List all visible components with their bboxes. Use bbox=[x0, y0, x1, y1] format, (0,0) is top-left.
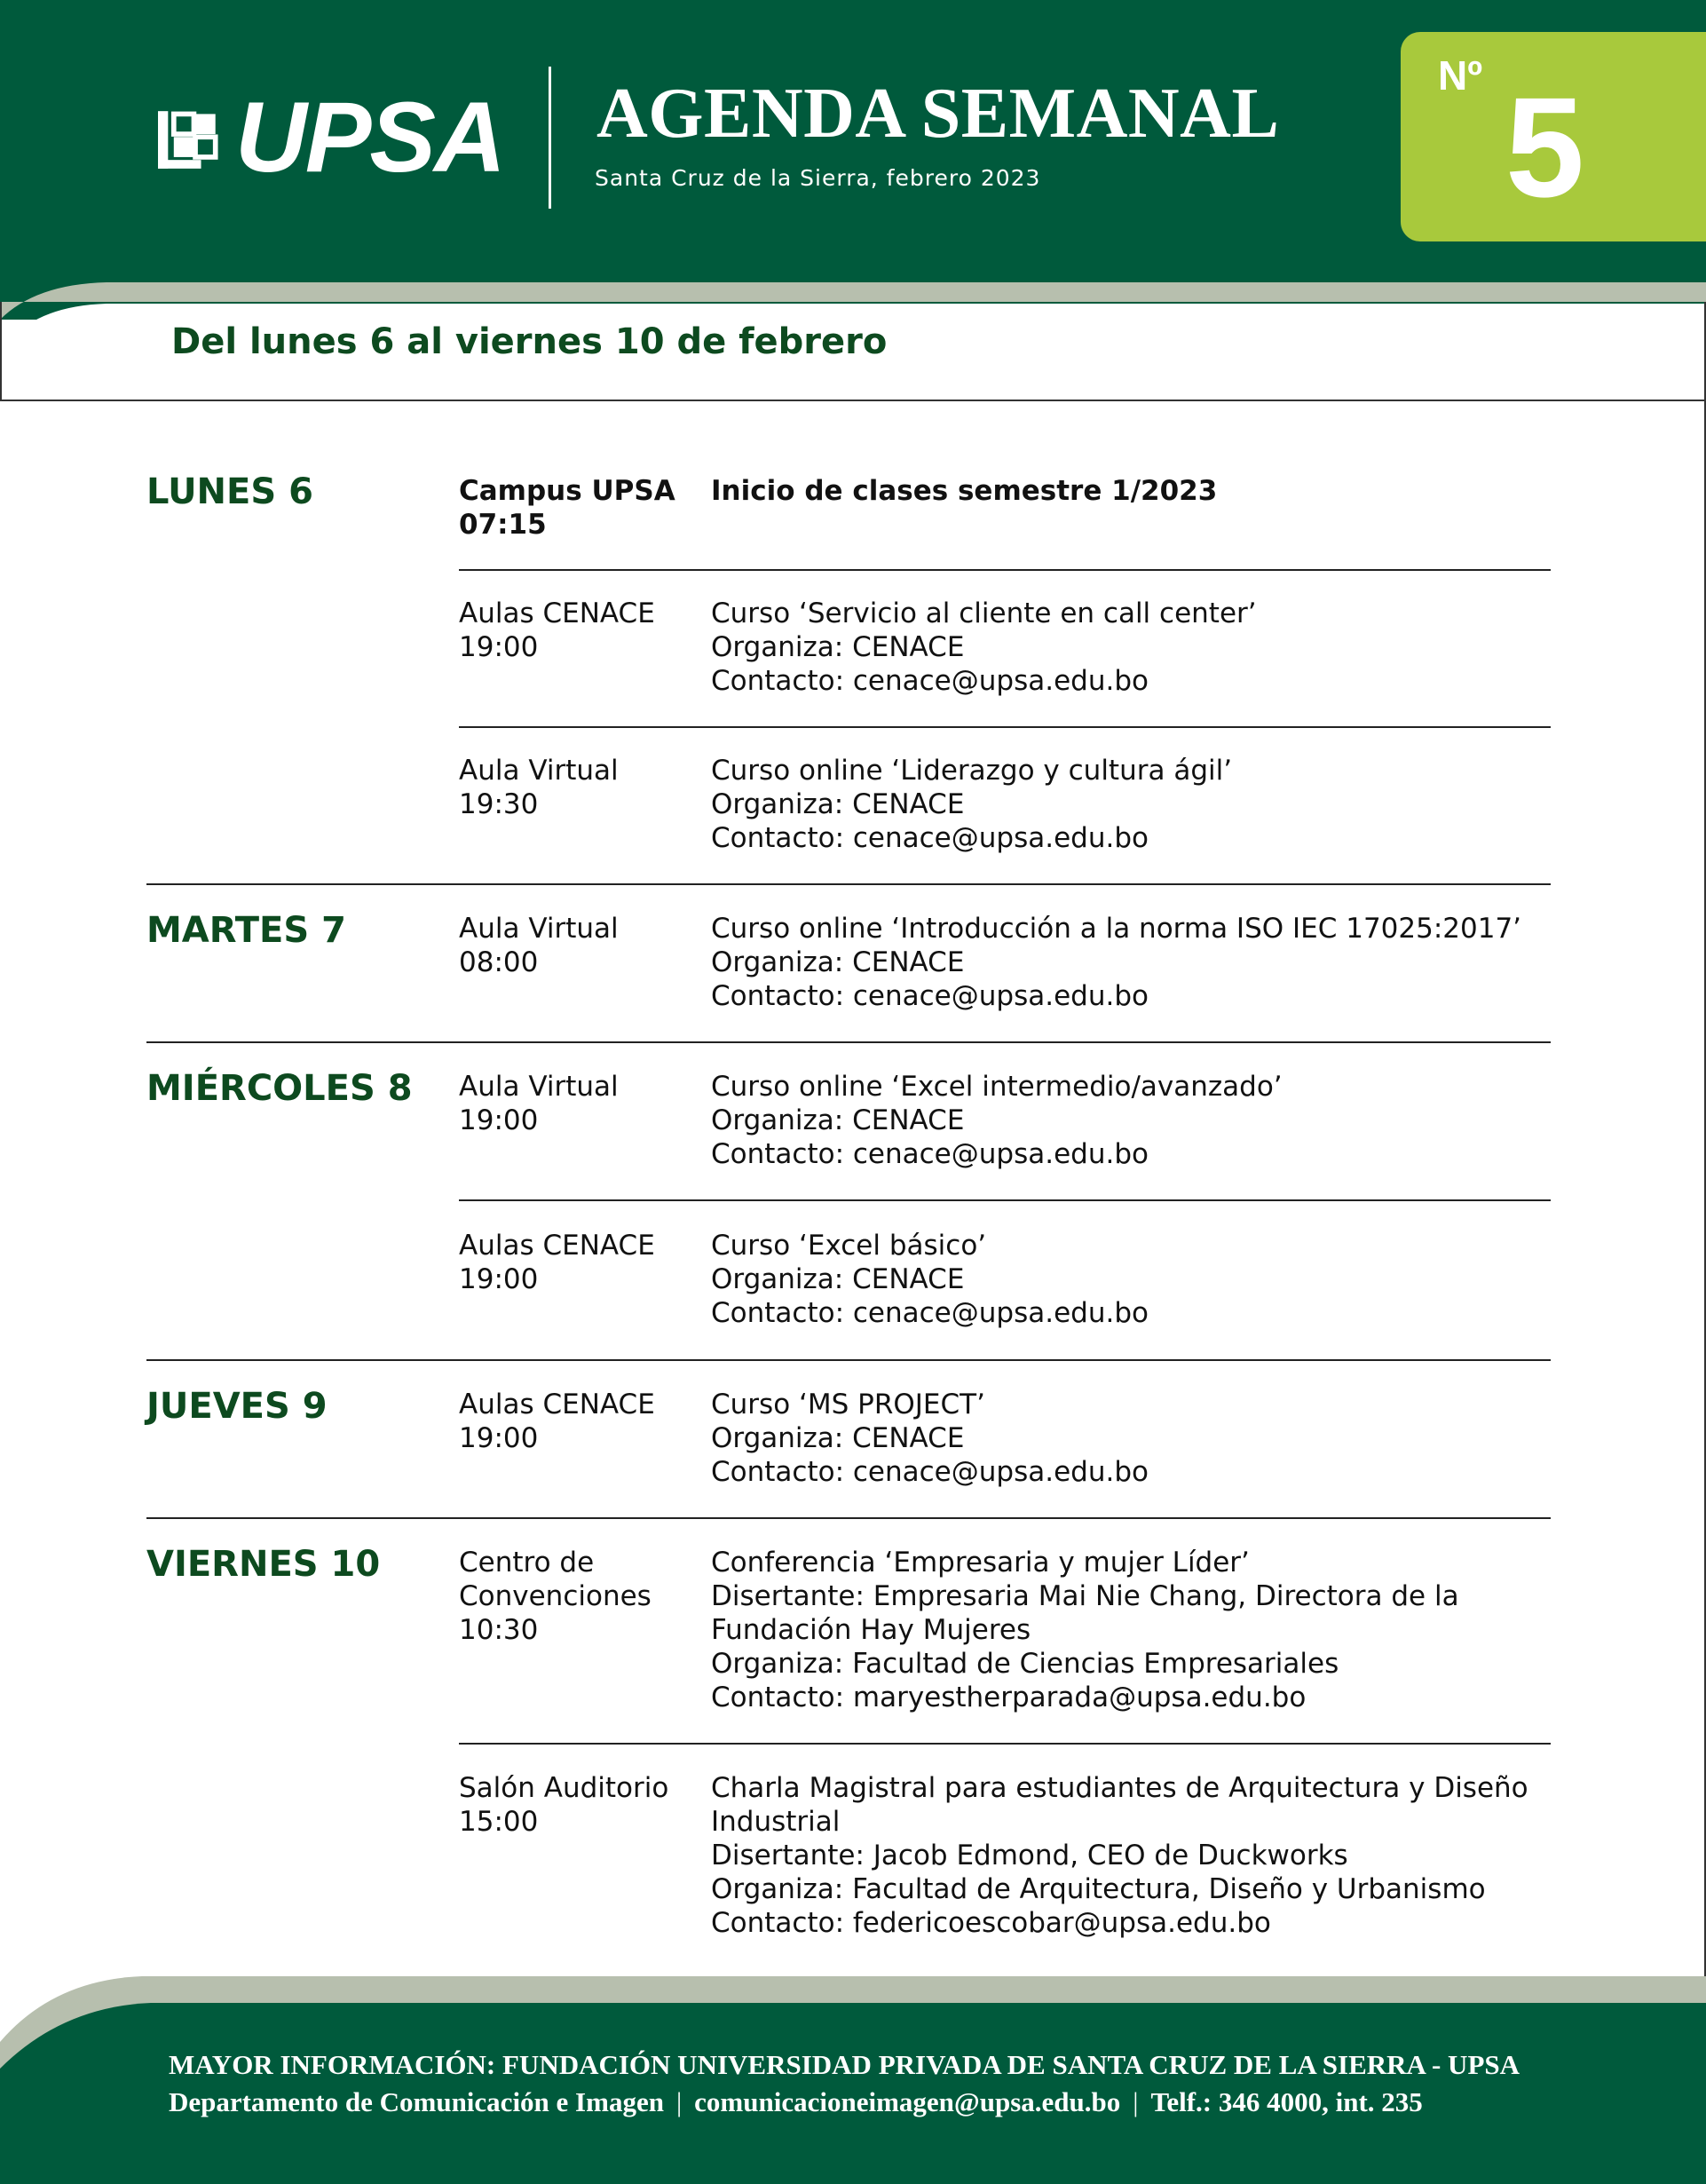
footer-phone: Telf.: 346 4000, int. 235 bbox=[1150, 2086, 1423, 2117]
event-place: Aulas CENACE 19:00 bbox=[459, 1389, 655, 1454]
footer-email-link[interactable]: comunicacioneimagen@upsa.edu.bo bbox=[694, 2086, 1121, 2117]
day-label-jueves: JUEVES 9 bbox=[146, 1386, 328, 1427]
event-details: Charla Magistral para estudiantes de Arquitectura y Diseño Industrial Disertante: Jacob Edmond, CEO de Duckworks Organiza: Facultad de Arquitectura, Diseño y Urbanismo Contacto: federicoescobar@upsa.edu.bo bbox=[711, 1772, 1528, 1939]
event-place: Aulas CENACE 19:00 bbox=[459, 597, 655, 663]
upsa-logo-mark-icon bbox=[158, 96, 226, 180]
footer-separator: | bbox=[1133, 2086, 1139, 2117]
event-details: Curso online ‘Excel intermedio/avanzado’ Organiza: CENACE Contacto: cenace@upsa.edu.bo bbox=[711, 1071, 1283, 1170]
day-label-viernes: VIERNES 10 bbox=[146, 1544, 381, 1585]
row-separator bbox=[459, 1743, 1551, 1745]
event-details: Curso ‘Servicio al cliente en call center’ Organiza: CENACE Contacto: cenace@upsa.edu.bo bbox=[711, 597, 1257, 697]
day-separator bbox=[146, 883, 1551, 885]
header-bottom-rule bbox=[0, 400, 1706, 401]
day-separator bbox=[146, 1359, 1551, 1361]
upsa-logo bbox=[158, 82, 504, 193]
footer-separator: | bbox=[675, 2086, 683, 2117]
header-divider bbox=[549, 67, 551, 209]
week-range-heading: Del lunes 6 al viernes 10 de febrero bbox=[171, 321, 888, 362]
event-place: Salón Auditorio 15:00 bbox=[459, 1772, 669, 1838]
issue-number: 5 bbox=[1505, 67, 1584, 226]
footer-contact-line bbox=[169, 2086, 1423, 2118]
day-label-martes: MARTES 7 bbox=[146, 910, 346, 951]
footer-department: Departamento de Comunicación e Imagen bbox=[169, 2086, 664, 2117]
event-details: Curso ‘MS PROJECT’ Organiza: CENACE Contacto: cenace@upsa.edu.bo bbox=[711, 1389, 1149, 1488]
event-details: Curso online ‘Liderazgo y cultura ágil’ Organiza: CENACE Contacto: cenace@upsa.edu.bo bbox=[711, 755, 1233, 854]
event-details: Curso ‘Excel básico’ Organiza: CENACE Contacto: cenace@upsa.edu.bo bbox=[711, 1230, 1149, 1329]
event-place: Aula Virtual 08:00 bbox=[459, 913, 619, 978]
event-details: Curso online ‘Introducción a la norma ISO IEC 17025:2017’ Organiza: CENACE Contacto: cenace@upsa.edu.bo bbox=[711, 913, 1522, 1012]
day-label-lunes: LUNES 6 bbox=[146, 471, 313, 512]
logo-text: UPSA bbox=[234, 82, 504, 193]
event-place: Aulas CENACE 19:00 bbox=[459, 1230, 655, 1295]
footer-info-line: MAYOR INFORMACIÓN: FUNDACIÓN UNIVERSIDAD PRIVADA DE SANTA CRUZ DE LA SIERRA - UPSA bbox=[169, 2049, 1520, 2080]
row-separator bbox=[459, 1199, 1551, 1201]
event-details: Conferencia ‘Empresaria y mujer Líder’ Disertante: Empresaria Mai Nie Chang, Directora de la Fundación Hay Mujeres Organiza: Facultad de Ciencias Empresariales Contacto: maryestherparada@upsa.edu.bo bbox=[711, 1547, 1459, 1713]
day-label-miercoles: MIÉRCOLES 8 bbox=[146, 1068, 413, 1109]
page-subtitle: Santa Cruz de la Sierra, febrero 2023 bbox=[595, 165, 1041, 191]
issue-badge bbox=[1401, 32, 1706, 241]
row-separator bbox=[459, 726, 1551, 728]
event-place: Campus UPSA 07:15 bbox=[459, 475, 675, 541]
event-place: Aula Virtual 19:30 bbox=[459, 755, 619, 820]
page-title: AGENDA SEMANAL bbox=[596, 75, 1280, 153]
day-separator bbox=[146, 1041, 1551, 1043]
issue-label: Nº bbox=[1438, 52, 1483, 99]
day-separator bbox=[146, 1517, 1551, 1519]
event-details: Inicio de clases semestre 1/2023 bbox=[711, 475, 1218, 507]
event-place: Centro de Convenciones 10:30 bbox=[459, 1547, 652, 1646]
event-place: Aula Virtual 19:00 bbox=[459, 1071, 619, 1136]
frame-rule-left bbox=[0, 302, 2, 401]
row-separator bbox=[459, 569, 1551, 571]
